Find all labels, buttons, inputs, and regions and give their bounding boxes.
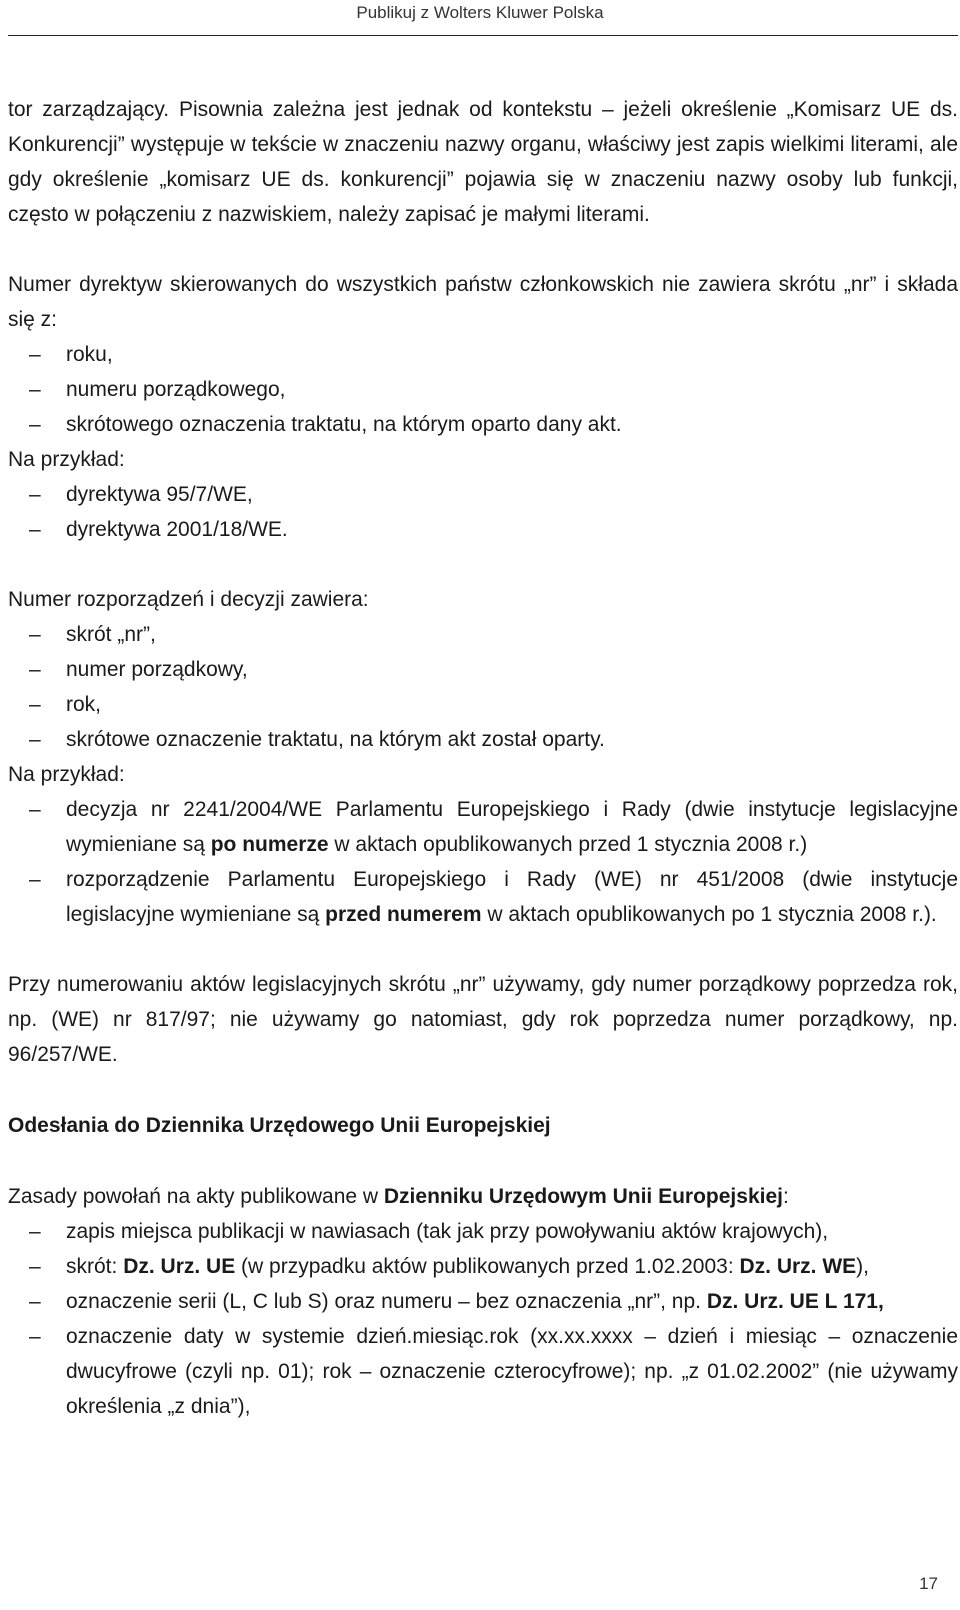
list-item: – skrótowego oznaczenia traktatu, na którym oparto dany akt. bbox=[8, 407, 958, 442]
paragraph-komisarz: tor zarządzający. Pisownia zależna jest jednak od kontekstu – jeżeli określenie „Komisarz UE ds. Konkurencji” występuje w tekście w znaczeniu nazwy organu, właściwy jest zapis wielkimi literami, ale gdy określenie „komisarz UE ds. konkurencji” pojawia się w znaczeniu nazwy osoby lub funkcji, często w połączeniu z nazwiskiem, należy zapisać je małymi literami. bbox=[8, 98, 958, 226]
list-item: – numeru porządkowego, bbox=[8, 372, 958, 407]
list-item: – zapis miejsca publikacji w nawiasach (tak jak przy powoływaniu aktów krajowych), bbox=[8, 1214, 958, 1249]
list-item: – decyzja nr 2241/2004/WE Parlamentu Europejskiego i Rady (dwie instytucje legislacyjne wymieniane są po numerze w aktach opublikowanych przed 1 stycznia 2008 r.) bbox=[8, 792, 958, 862]
list-item: – dyrektywa 2001/18/WE. bbox=[8, 512, 958, 547]
running-header-title: Publikuj z Wolters Kluwer Polska bbox=[356, 3, 604, 22]
header-divider bbox=[8, 35, 958, 36]
list-item: – oznaczenie serii (L, C lub S) oraz numeru – bez oznaczenia „nr”, np. Dz. Urz. UE L 171, bbox=[8, 1284, 958, 1319]
paragraph-dyrektywy: Numer dyrektyw skierowanych do wszystkich państw członkowskich nie zawiera skrótu „nr” i składa się z: bbox=[8, 273, 958, 331]
emphasis-dziennik: Dzienniku Urzędowym Unii Europejskiej bbox=[383, 1185, 783, 1208]
dyrektywy-examples-list bbox=[8, 477, 958, 547]
emphasis-po-numerze: po numerze bbox=[210, 833, 329, 856]
example-label: Na przykład: bbox=[8, 763, 125, 786]
emphasis-przed-numerem: przed numerem bbox=[325, 903, 482, 926]
rozporzadzenia-examples-list bbox=[8, 792, 958, 932]
list-item: – skrót: Dz. Urz. UE (w przypadku aktów publikowanych przed 1.02.2003: Dz. Urz. WE), bbox=[8, 1249, 958, 1284]
page-number: 17 bbox=[919, 1574, 938, 1593]
dyrektywy-components-list bbox=[8, 337, 958, 442]
list-item: – dyrektywa 95/7/WE, bbox=[8, 477, 958, 512]
rozporzadzenia-components-list bbox=[8, 617, 958, 757]
list-item: – oznaczenie daty w systemie dzień.miesiąc.rok (xx.xx.xxxx – dzień i miesiąc – oznaczenie dwucyfrowe (czyli np. 01); rok – oznaczenie czterocyfrowe); np. „z 01.02.2002” (nie używamy określenia „z dnia”), bbox=[8, 1319, 958, 1424]
paragraph-zasady: Zasady powołań na akty publikowane w Dzienniku Urzędowym Unii Europejskiej: bbox=[8, 1185, 789, 1208]
list-item: – skrót „nr”, bbox=[8, 617, 958, 652]
list-item: – roku, bbox=[8, 337, 958, 372]
section-heading: Odesłania do Dziennika Urzędowego Unii Europejskiej bbox=[8, 1114, 551, 1137]
paragraph-numerowanie: Przy numerowaniu aktów legislacyjnych skrótu „nr” używamy, gdy numer porządkowy poprzedza rok, np. (WE) nr 817/97; nie używamy go natomiast, gdy rok poprzedza numer porządkowy, np. 96/257/WE. bbox=[8, 973, 958, 1066]
running-header bbox=[0, 0, 960, 33]
list-item: – rozporządzenie Parlamentu Europejskiego i Rady (WE) nr 451/2008 (dwie instytucje legislacyjne wymieniane są przed numerem w aktach opublikowanych po 1 stycznia 2008 r.). bbox=[8, 862, 958, 932]
paragraph-rozporzadzenia: Numer rozporządzeń i decyzji zawiera: bbox=[8, 588, 369, 611]
list-item: – numer porządkowy, bbox=[8, 652, 958, 687]
page-body bbox=[8, 92, 958, 1424]
zasady-list bbox=[8, 1214, 958, 1424]
list-item: – rok, bbox=[8, 687, 958, 722]
list-item: – skrótowe oznaczenie traktatu, na którym akt został oparty. bbox=[8, 722, 958, 757]
example-label: Na przykład: bbox=[8, 448, 125, 471]
